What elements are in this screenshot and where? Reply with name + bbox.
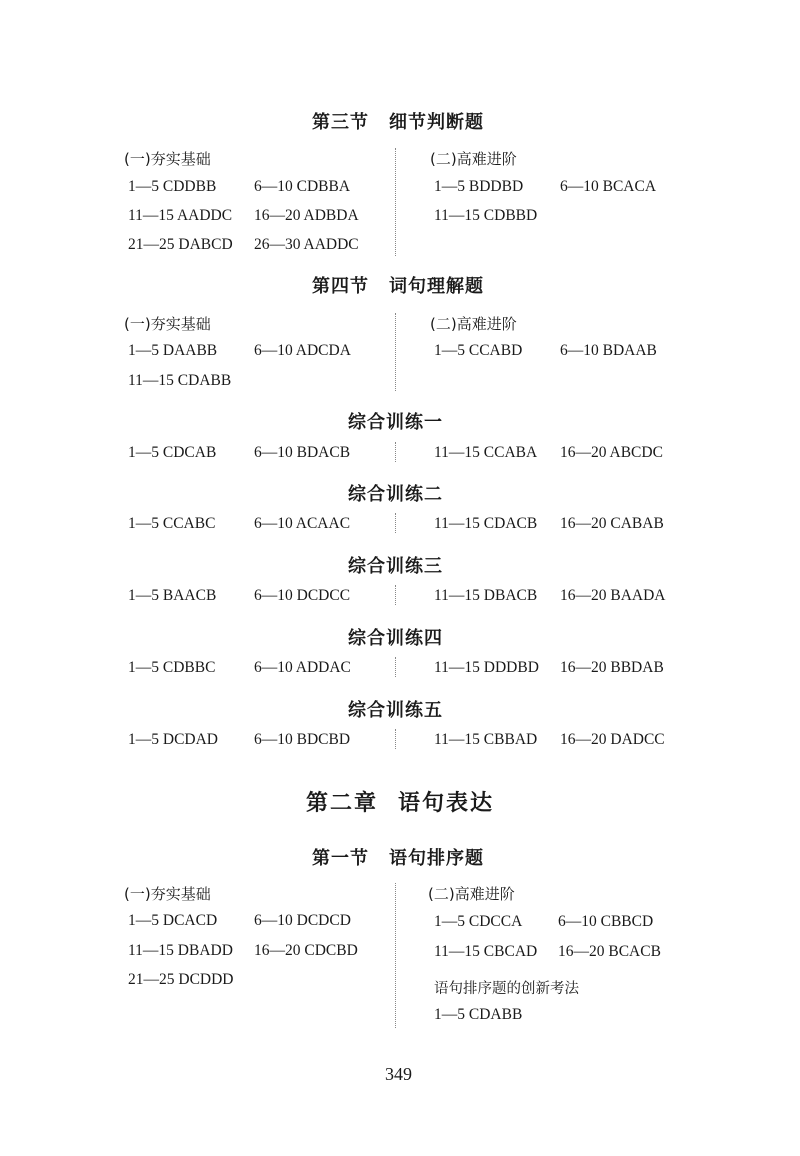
s3-right-r2-a: 11—15 CDBBD [434,207,538,224]
s4-left-label: (一)夯实基础 [124,315,211,333]
training-4-a: 1—5 CDBBC [128,659,216,676]
s4-right-label: (二)高难进阶 [430,315,517,333]
s3-left-r3-a: 21—25 DABCD [128,236,233,253]
training-5-c: 11—15 CBBAD [434,731,538,748]
s4-right-r1-b: 6—10 BDAAB [560,342,657,359]
training-4-b: 6—10 ADDAC [254,659,351,676]
s4-left-r1-a: 1—5 DAABB [128,342,218,359]
training-3-divider [395,585,396,605]
training-1-c: 11—15 CCABA [434,444,538,461]
c2s1-left-r1-b: 6—10 DCDCD [254,912,351,929]
c2s1-left-r3-a: 21—25 DCDDD [128,971,234,988]
chapter-2-title: 第二章 语句表达 [306,791,495,816]
section-4-title: 第四节 词句理解题 [312,276,484,297]
training-5-a: 1—5 DCDAD [128,731,218,748]
training-2-d: 16—20 CABAB [560,515,664,532]
s4-divider [395,313,396,391]
training-4-title: 综合训练四 [348,628,443,649]
training-5-b: 6—10 BDCBD [254,731,351,748]
training-4-d: 16—20 BBDAB [560,659,664,676]
c2s1-right-r2-b: 16—20 BCACB [558,943,661,960]
training-2-title: 综合训练二 [348,484,443,505]
s3-left-label: (一)夯实基础 [124,150,211,168]
s4-left-r1-b: 6—10 ADCDA [254,342,351,359]
training-2-divider [395,513,396,533]
c2s1-left-r2-b: 16—20 CDCBD [254,942,358,959]
training-2-a: 1—5 CCABC [128,515,216,532]
c2s1-divider [395,883,396,1028]
c2s1-innovation-answer: 1—5 CDABB [434,1006,523,1023]
c2s1-right-label: (二)高难进阶 [428,885,515,903]
c2s1-left-r1-a: 1—5 DCACD [128,912,218,929]
c2-section-1-title: 第一节 语句排序题 [312,848,484,869]
s3-left-r2-a: 11—15 AADDC [128,207,233,224]
training-5-divider [395,729,396,749]
training-3-d: 16—20 BAADA [560,587,666,604]
s3-right-r1-b: 6—10 BCACA [560,178,657,195]
training-5-title: 综合训练五 [348,700,443,721]
training-1-a: 1—5 CDCAB [128,444,217,461]
training-1-divider [395,442,396,462]
training-1-b: 6—10 BDACB [254,444,351,461]
s4-right-r1-a: 1—5 CCABD [434,342,523,359]
page-number: 349 [385,1064,412,1084]
s3-left-r3-b: 26—30 AADDC [254,236,359,253]
s3-right-r1-a: 1—5 BDDBD [434,178,524,195]
training-3-title: 综合训练三 [348,556,443,577]
s3-divider [395,148,396,256]
section-3-title: 第三节 细节判断题 [312,112,484,133]
training-2-b: 6—10 ACAAC [254,515,351,532]
training-4-c: 11—15 DDDBD [434,659,539,676]
training-1-d: 16—20 ABCDC [560,444,663,461]
c2s1-left-label: (一)夯实基础 [124,885,211,903]
training-3-b: 6—10 DCDCC [254,587,351,604]
s3-right-label: (二)高难进阶 [430,150,517,168]
training-1-title: 综合训练一 [348,412,443,433]
s3-left-r1-b: 6—10 CDBBA [254,178,351,195]
s4-left-r2-a: 11—15 CDABB [128,372,232,389]
training-4-divider [395,657,396,677]
training-3-a: 1—5 BAACB [128,587,217,604]
s3-left-r1-a: 1—5 CDDBB [128,178,217,195]
c2s1-left-r2-a: 11—15 DBADD [128,942,233,959]
c2s1-right-r1-b: 6—10 CBBCD [558,913,654,930]
c2s1-right-r1-a: 1—5 CDCCA [434,913,523,930]
c2s1-right-r2-a: 11—15 CBCAD [434,943,538,960]
training-5-d: 16—20 DADCC [560,731,665,748]
training-3-c: 11—15 DBACB [434,587,538,604]
training-2-c: 11—15 CDACB [434,515,538,532]
s3-left-r2-b: 16—20 ADBDA [254,207,359,224]
c2s1-innovation-note: 语句排序题的创新考法 [434,981,579,997]
